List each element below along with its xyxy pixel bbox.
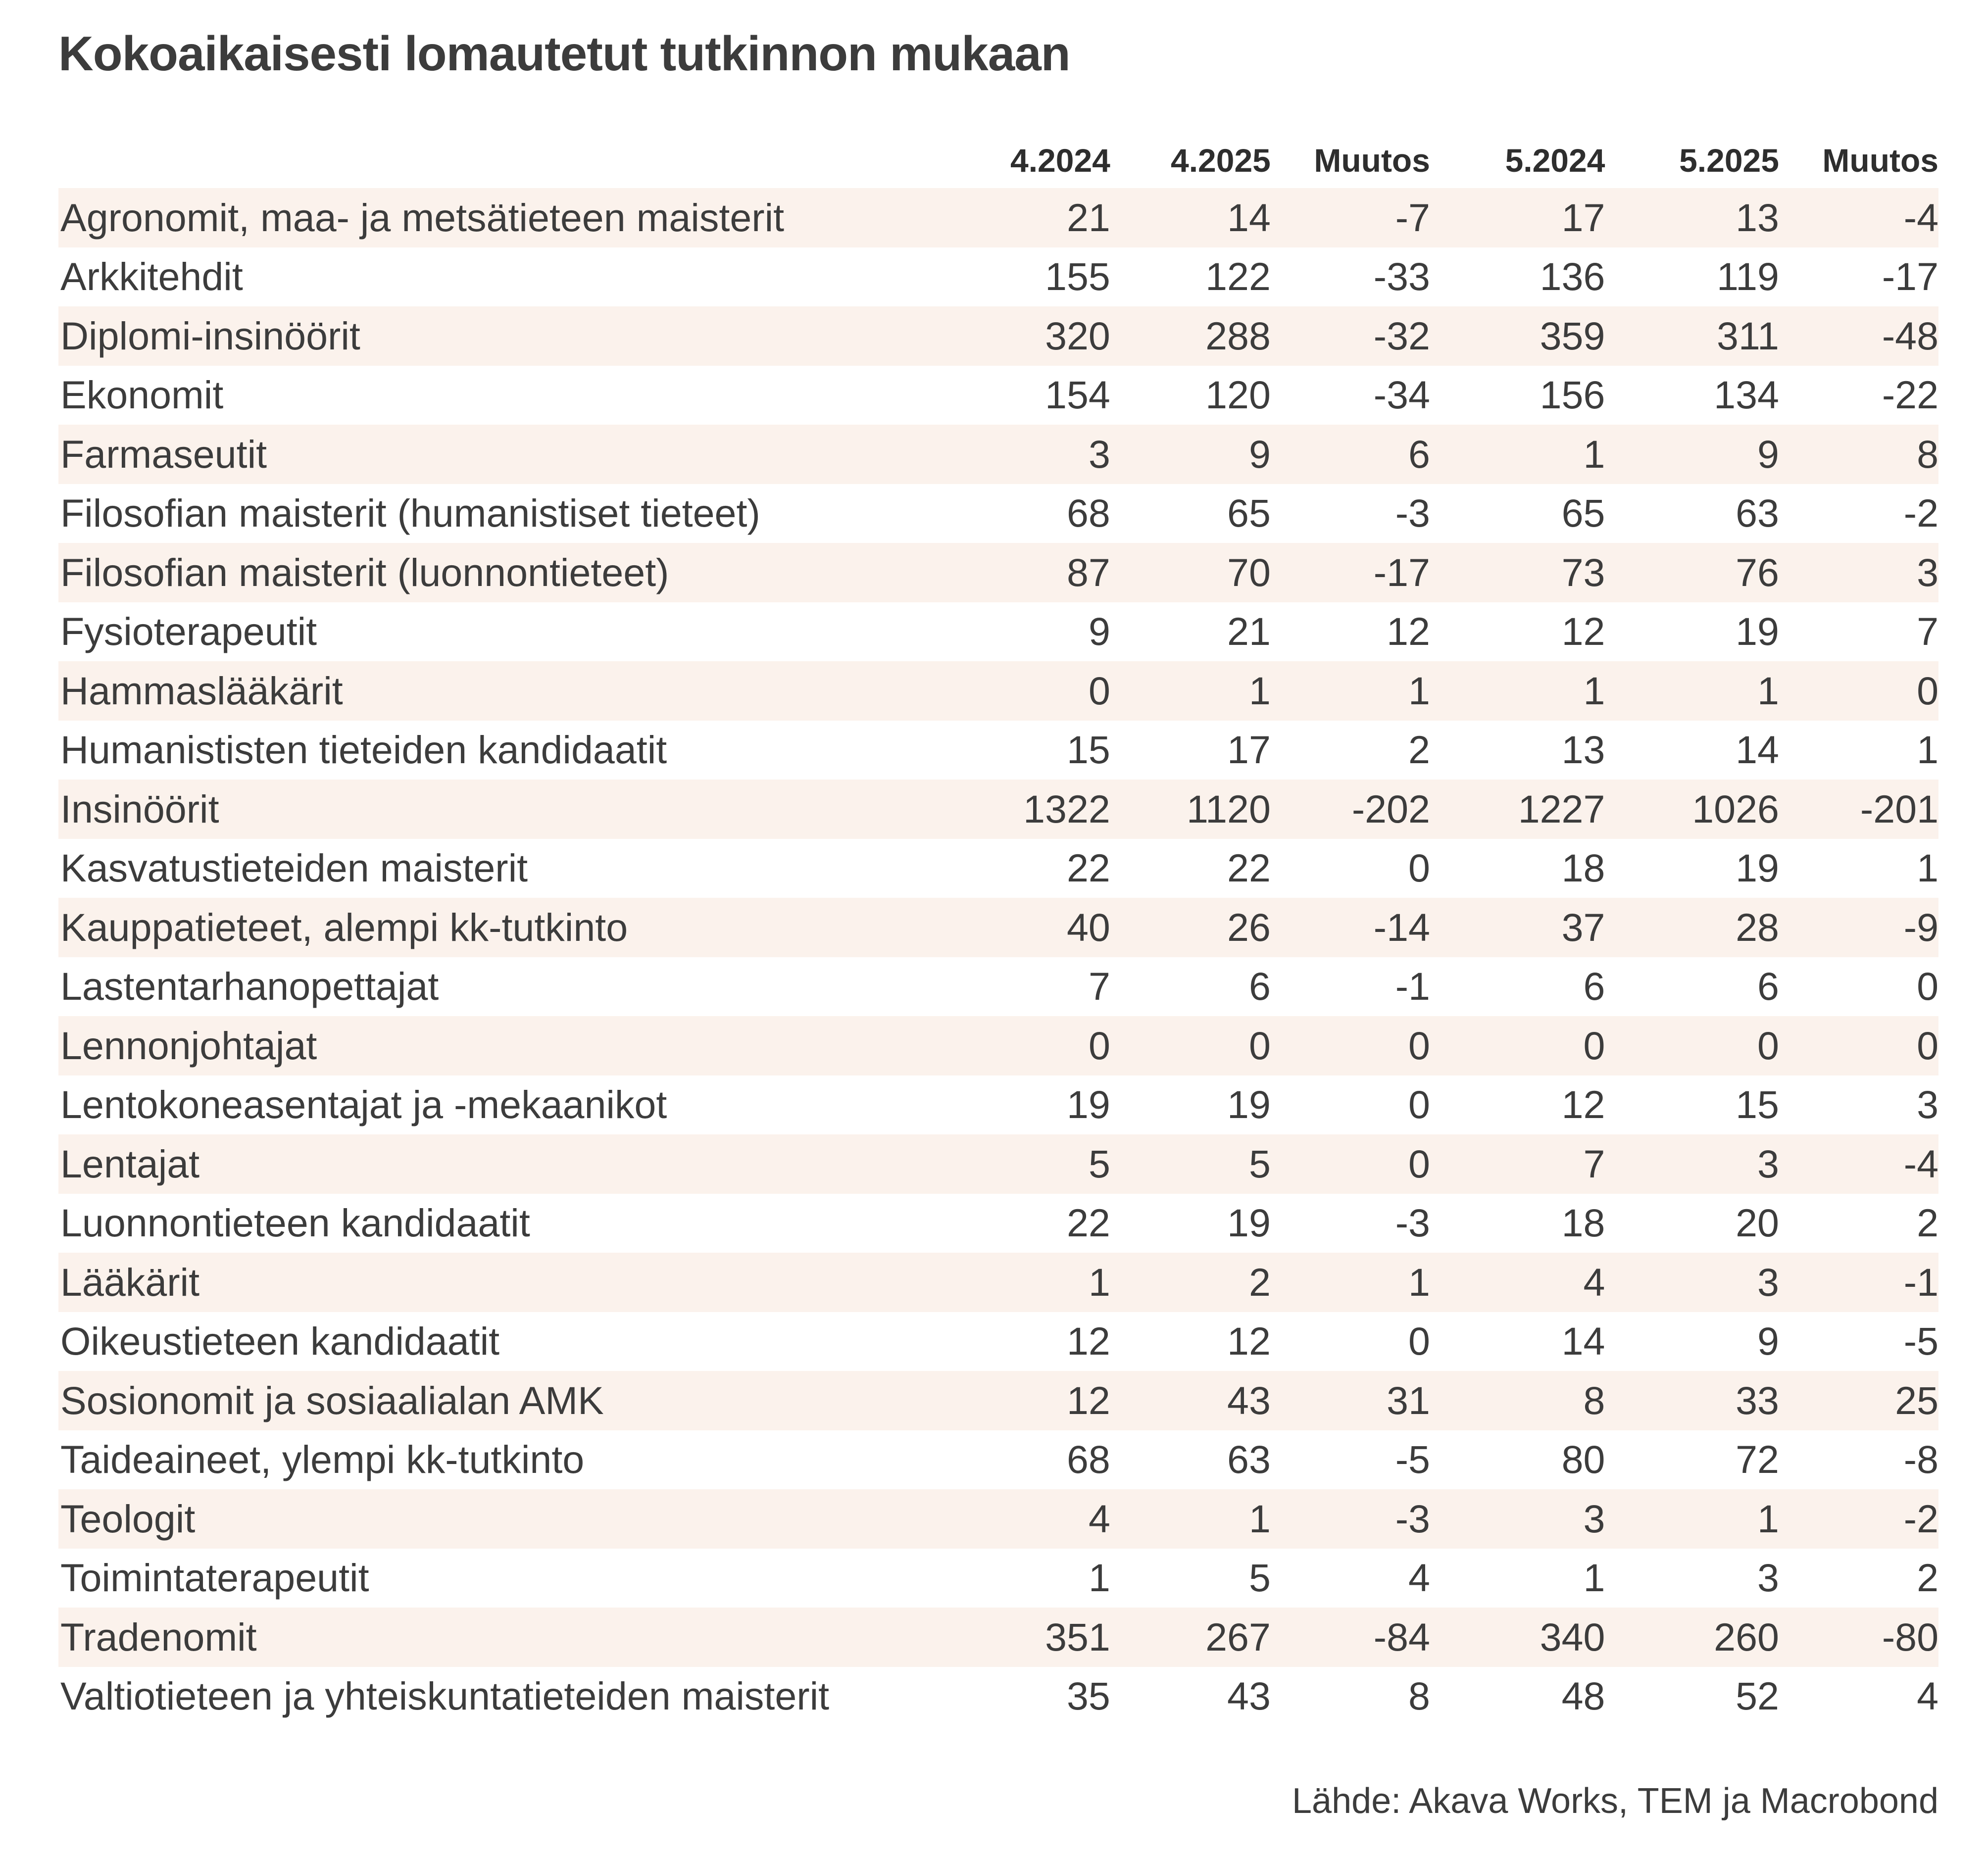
- table-cell: -1: [1395, 964, 1430, 1009]
- table-cell: 9: [1757, 1319, 1779, 1364]
- table-cell: 154: [1045, 373, 1110, 417]
- column-header: Muutos: [1822, 142, 1939, 179]
- table-cell: 13: [1561, 728, 1605, 772]
- table-row: [58, 721, 1938, 780]
- data-table: [58, 133, 1938, 1726]
- table-cell: -4: [1903, 1141, 1939, 1186]
- table-cell: 21: [1227, 609, 1271, 654]
- row-label: Agronomit, maa- ja metsätieteen maisterit: [60, 195, 785, 240]
- table-cell: 12: [1227, 1319, 1271, 1364]
- table-row: [58, 1667, 1938, 1726]
- table-cell: 15: [1067, 728, 1110, 772]
- row-label: Lääkärit: [60, 1260, 200, 1304]
- table-cell: 19: [1736, 609, 1779, 654]
- table-cell: -4: [1903, 195, 1939, 240]
- table-cell: 120: [1205, 373, 1271, 417]
- table-cell: 0: [1408, 1023, 1430, 1068]
- table-row: [58, 780, 1938, 839]
- table-header-row: [58, 133, 1938, 188]
- table-cell: 4: [1917, 1674, 1939, 1718]
- row-label: Fysioterapeutit: [60, 609, 317, 654]
- table-cell: 122: [1205, 254, 1271, 299]
- table-cell: 1120: [1187, 786, 1271, 831]
- table-cell: 9: [1248, 432, 1271, 476]
- table-row: [58, 1134, 1938, 1194]
- table-cell: -17: [1882, 254, 1939, 299]
- chart-title: Kokoaikaisesti lomautetut tutkinnon mukaan: [58, 26, 1070, 81]
- table-cell: 22: [1067, 846, 1110, 890]
- table-cell: 4: [1583, 1260, 1605, 1304]
- table-cell: 0: [1917, 1023, 1939, 1068]
- row-label: Lentokoneasentajat ja -mekaanikot: [60, 1082, 667, 1127]
- table-cell: -9: [1903, 905, 1939, 949]
- source-note: Lähde: Akava Works, TEM ja Macrobond: [1292, 1781, 1938, 1821]
- table-cell: 14: [1561, 1319, 1605, 1364]
- table-cell: 68: [1067, 1437, 1110, 1482]
- row-label: Kasvatustieteiden maisterit: [60, 846, 528, 890]
- table-cell: 3: [1917, 550, 1939, 594]
- table-cell: 1: [1583, 432, 1605, 476]
- table-cell: 1: [1917, 846, 1939, 890]
- table-cell: -14: [1373, 905, 1430, 949]
- table-cell: 1: [1088, 1260, 1110, 1304]
- table-cell: 12: [1561, 609, 1605, 654]
- table-cell: 2: [1917, 1556, 1939, 1600]
- table-cell: 134: [1714, 373, 1779, 417]
- table-cell: 20: [1736, 1201, 1779, 1245]
- column-header: 5.2024: [1505, 142, 1605, 179]
- table-cell: 1227: [1518, 786, 1605, 831]
- table-cell: 6: [1248, 964, 1271, 1009]
- table-cell: 3: [1757, 1141, 1779, 1186]
- table-cell: 43: [1227, 1378, 1271, 1422]
- table-row: [58, 425, 1938, 484]
- row-label: Lentajat: [60, 1141, 200, 1186]
- row-label: Lastentarhanopettajat: [60, 964, 439, 1009]
- table-cell: 6: [1583, 964, 1605, 1009]
- table-cell: 19: [1067, 1082, 1110, 1127]
- table-row: [58, 898, 1938, 957]
- row-label: Diplomi-insinöörit: [60, 313, 360, 358]
- table-cell: 12: [1387, 609, 1430, 654]
- row-label: Arkkitehdit: [60, 254, 243, 299]
- table-cell: -201: [1860, 786, 1939, 831]
- table-cell: 156: [1540, 373, 1605, 417]
- table-row: [58, 1489, 1938, 1549]
- table-cell: 3: [1757, 1260, 1779, 1304]
- row-label: Luonnontieteen kandidaatit: [60, 1201, 530, 1245]
- table-cell: 0: [1408, 1082, 1430, 1127]
- table-cell: -1: [1903, 1260, 1939, 1304]
- table-cell: 12: [1067, 1319, 1110, 1364]
- table-cell: 0: [1408, 1141, 1430, 1186]
- table-row: [58, 543, 1938, 602]
- table-cell: -2: [1903, 1496, 1939, 1541]
- table-cell: -3: [1395, 1496, 1430, 1541]
- table-cell: 4: [1408, 1556, 1430, 1600]
- table-cell: 0: [1757, 1023, 1779, 1068]
- table-cell: -32: [1373, 313, 1430, 358]
- table-cell: 12: [1067, 1378, 1110, 1422]
- table-cell: 1: [1248, 1496, 1271, 1541]
- table-cell: 288: [1205, 313, 1271, 358]
- table-cell: 7: [1583, 1141, 1605, 1186]
- table-cell: -3: [1395, 1201, 1430, 1245]
- table-cell: 14: [1736, 728, 1779, 772]
- table-cell: 9: [1757, 432, 1779, 476]
- table-row: [58, 1075, 1938, 1135]
- table-cell: 73: [1561, 550, 1605, 594]
- table-cell: 48: [1561, 1674, 1605, 1718]
- row-label: Ekonomit: [60, 373, 224, 417]
- row-label: Teologit: [60, 1496, 196, 1541]
- column-header: Muutos: [1314, 142, 1430, 179]
- table-row: [58, 602, 1938, 662]
- table-cell: -80: [1882, 1614, 1939, 1659]
- row-label: Farmaseutit: [60, 432, 267, 476]
- table-cell: 155: [1045, 254, 1110, 299]
- table-cell: -33: [1373, 254, 1430, 299]
- table-cell: -3: [1395, 491, 1430, 536]
- table-cell: 19: [1736, 846, 1779, 890]
- table-row: [58, 366, 1938, 425]
- table-row: [58, 1016, 1938, 1075]
- table-cell: 52: [1736, 1674, 1779, 1718]
- table-cell: 9: [1088, 609, 1110, 654]
- table-cell: 320: [1045, 313, 1110, 358]
- table-cell: 7: [1917, 609, 1939, 654]
- table-row: [58, 306, 1938, 366]
- table-cell: -2: [1903, 491, 1939, 536]
- table-cell: 1: [1917, 728, 1939, 772]
- table-row: [58, 1194, 1938, 1253]
- table-cell: -202: [1351, 786, 1430, 831]
- table-cell: 0: [1088, 668, 1110, 713]
- table-cell: 3: [1917, 1082, 1939, 1127]
- table-cell: 267: [1205, 1614, 1271, 1659]
- table-row: [58, 661, 1938, 721]
- table-cell: 1: [1583, 1556, 1605, 1600]
- table-cell: 13: [1736, 195, 1779, 240]
- table-cell: 2: [1248, 1260, 1271, 1304]
- table-cell: 21: [1067, 195, 1110, 240]
- table-cell: 8: [1917, 432, 1939, 476]
- table-cell: 3: [1583, 1496, 1605, 1541]
- table-cell: 260: [1714, 1614, 1779, 1659]
- table-cell: 1: [1757, 668, 1779, 713]
- table-row: [58, 957, 1938, 1017]
- table-cell: 5: [1248, 1556, 1271, 1600]
- table-cell: 311: [1717, 313, 1779, 358]
- table-cell: 1: [1248, 668, 1271, 713]
- table-cell: 17: [1561, 195, 1605, 240]
- table-cell: 22: [1067, 1201, 1110, 1245]
- table-cell: 359: [1540, 313, 1605, 358]
- table-cell: 17: [1227, 728, 1271, 772]
- table-cell: 43: [1227, 1674, 1271, 1718]
- table-cell: 19: [1227, 1082, 1271, 1127]
- table-cell: 0: [1408, 1319, 1430, 1364]
- table-cell: 3: [1757, 1556, 1779, 1600]
- row-label: Hammaslääkärit: [60, 668, 343, 713]
- table-cell: 12: [1561, 1082, 1605, 1127]
- table-cell: 87: [1067, 550, 1110, 594]
- table-cell: 0: [1917, 964, 1939, 1009]
- table-row: [58, 1608, 1938, 1667]
- table-row: [58, 1312, 1938, 1371]
- table-cell: -48: [1882, 313, 1939, 358]
- table-cell: 136: [1540, 254, 1605, 299]
- table-cell: -17: [1373, 550, 1430, 594]
- row-label: Valtiotieteen ja yhteiskuntatieteiden maisterit: [60, 1674, 830, 1718]
- row-label: Kauppatieteet, alempi kk-tutkinto: [60, 905, 628, 949]
- table-row: [58, 1549, 1938, 1608]
- row-label: Filosofian maisterit (humanistiset tieteet): [60, 491, 760, 536]
- row-label: Taideaineet, ylempi kk-tutkinto: [60, 1437, 585, 1482]
- table-cell: 19: [1227, 1201, 1271, 1245]
- table-cell: 6: [1757, 964, 1779, 1009]
- column-header: 4.2024: [1010, 142, 1110, 179]
- table-cell: -84: [1373, 1614, 1430, 1659]
- row-label: Lennonjohtajat: [60, 1023, 317, 1068]
- table-cell: 119: [1717, 254, 1779, 299]
- table-row: [58, 1371, 1938, 1430]
- table-cell: 25: [1895, 1378, 1939, 1422]
- table-cell: 26: [1227, 905, 1271, 949]
- column-header: 4.2025: [1171, 142, 1271, 179]
- table-cell: -34: [1373, 373, 1430, 417]
- row-label: Insinöörit: [60, 786, 219, 831]
- column-header: 5.2025: [1679, 142, 1779, 179]
- table-cell: 14: [1227, 195, 1271, 240]
- table-cell: 0: [1583, 1023, 1605, 1068]
- table-cell: 63: [1736, 491, 1779, 536]
- table-cell: 4: [1088, 1496, 1110, 1541]
- table-cell: 70: [1227, 550, 1271, 594]
- table-cell: 2: [1917, 1201, 1939, 1245]
- table-cell: -5: [1903, 1319, 1939, 1364]
- table-cell: 37: [1561, 905, 1605, 949]
- table-cell: 76: [1736, 550, 1779, 594]
- table-row: [58, 484, 1938, 543]
- table-cell: 18: [1561, 846, 1605, 890]
- table-cell: 1322: [1023, 786, 1110, 831]
- table-row: [58, 1253, 1938, 1312]
- table-body: [58, 188, 1938, 1726]
- table-cell: 80: [1561, 1437, 1605, 1482]
- row-label: Sosionomit ja sosiaalialan AMK: [60, 1378, 604, 1422]
- table-cell: 18: [1561, 1201, 1605, 1245]
- table-cell: 2: [1408, 728, 1430, 772]
- table-cell: 8: [1583, 1378, 1605, 1422]
- table-cell: 1: [1408, 668, 1430, 713]
- table-cell: 63: [1227, 1437, 1271, 1482]
- table-row: [58, 839, 1938, 898]
- table-cell: 0: [1088, 1023, 1110, 1068]
- table-cell: 1: [1583, 668, 1605, 713]
- table-cell: -7: [1395, 195, 1430, 240]
- row-label: Humanististen tieteiden kandidaatit: [60, 728, 667, 772]
- table-cell: 31: [1387, 1378, 1430, 1422]
- table-cell: 0: [1248, 1023, 1271, 1068]
- table-cell: 22: [1227, 846, 1271, 890]
- table-cell: -5: [1395, 1437, 1430, 1482]
- table-cell: 351: [1045, 1614, 1110, 1659]
- table-cell: 1: [1088, 1556, 1110, 1600]
- table-cell: 5: [1248, 1141, 1271, 1186]
- table-cell: 40: [1067, 905, 1110, 949]
- table-cell: 65: [1561, 491, 1605, 536]
- table-row: [58, 247, 1938, 307]
- table-cell: 8: [1408, 1674, 1430, 1718]
- table-cell: 1026: [1692, 786, 1779, 831]
- table-row: [58, 188, 1938, 247]
- table-cell: 35: [1067, 1674, 1110, 1718]
- table-cell: 65: [1227, 491, 1271, 536]
- table-cell: 1: [1757, 1496, 1779, 1541]
- table-cell: 1: [1408, 1260, 1430, 1304]
- table-cell: 3: [1088, 432, 1110, 476]
- table-cell: 0: [1917, 668, 1939, 713]
- row-label: Oikeustieteen kandidaatit: [60, 1319, 500, 1364]
- table-cell: 72: [1736, 1437, 1779, 1482]
- table-cell: -8: [1903, 1437, 1939, 1482]
- table-cell: 6: [1408, 432, 1430, 476]
- row-label: Toimintaterapeutit: [60, 1556, 369, 1600]
- table-cell: 7: [1088, 964, 1110, 1009]
- table-cell: 28: [1736, 905, 1779, 949]
- table-cell: 340: [1540, 1614, 1605, 1659]
- row-label: Tradenomit: [60, 1614, 257, 1659]
- table-cell: -22: [1882, 373, 1939, 417]
- table-cell: 5: [1088, 1141, 1110, 1186]
- table-cell: 0: [1408, 846, 1430, 890]
- table-cell: 15: [1736, 1082, 1779, 1127]
- row-label: Filosofian maisterit (luonnontieteet): [60, 550, 669, 594]
- table-cell: 33: [1736, 1378, 1779, 1422]
- table-cell: 68: [1067, 491, 1110, 536]
- table-row: [58, 1430, 1938, 1490]
